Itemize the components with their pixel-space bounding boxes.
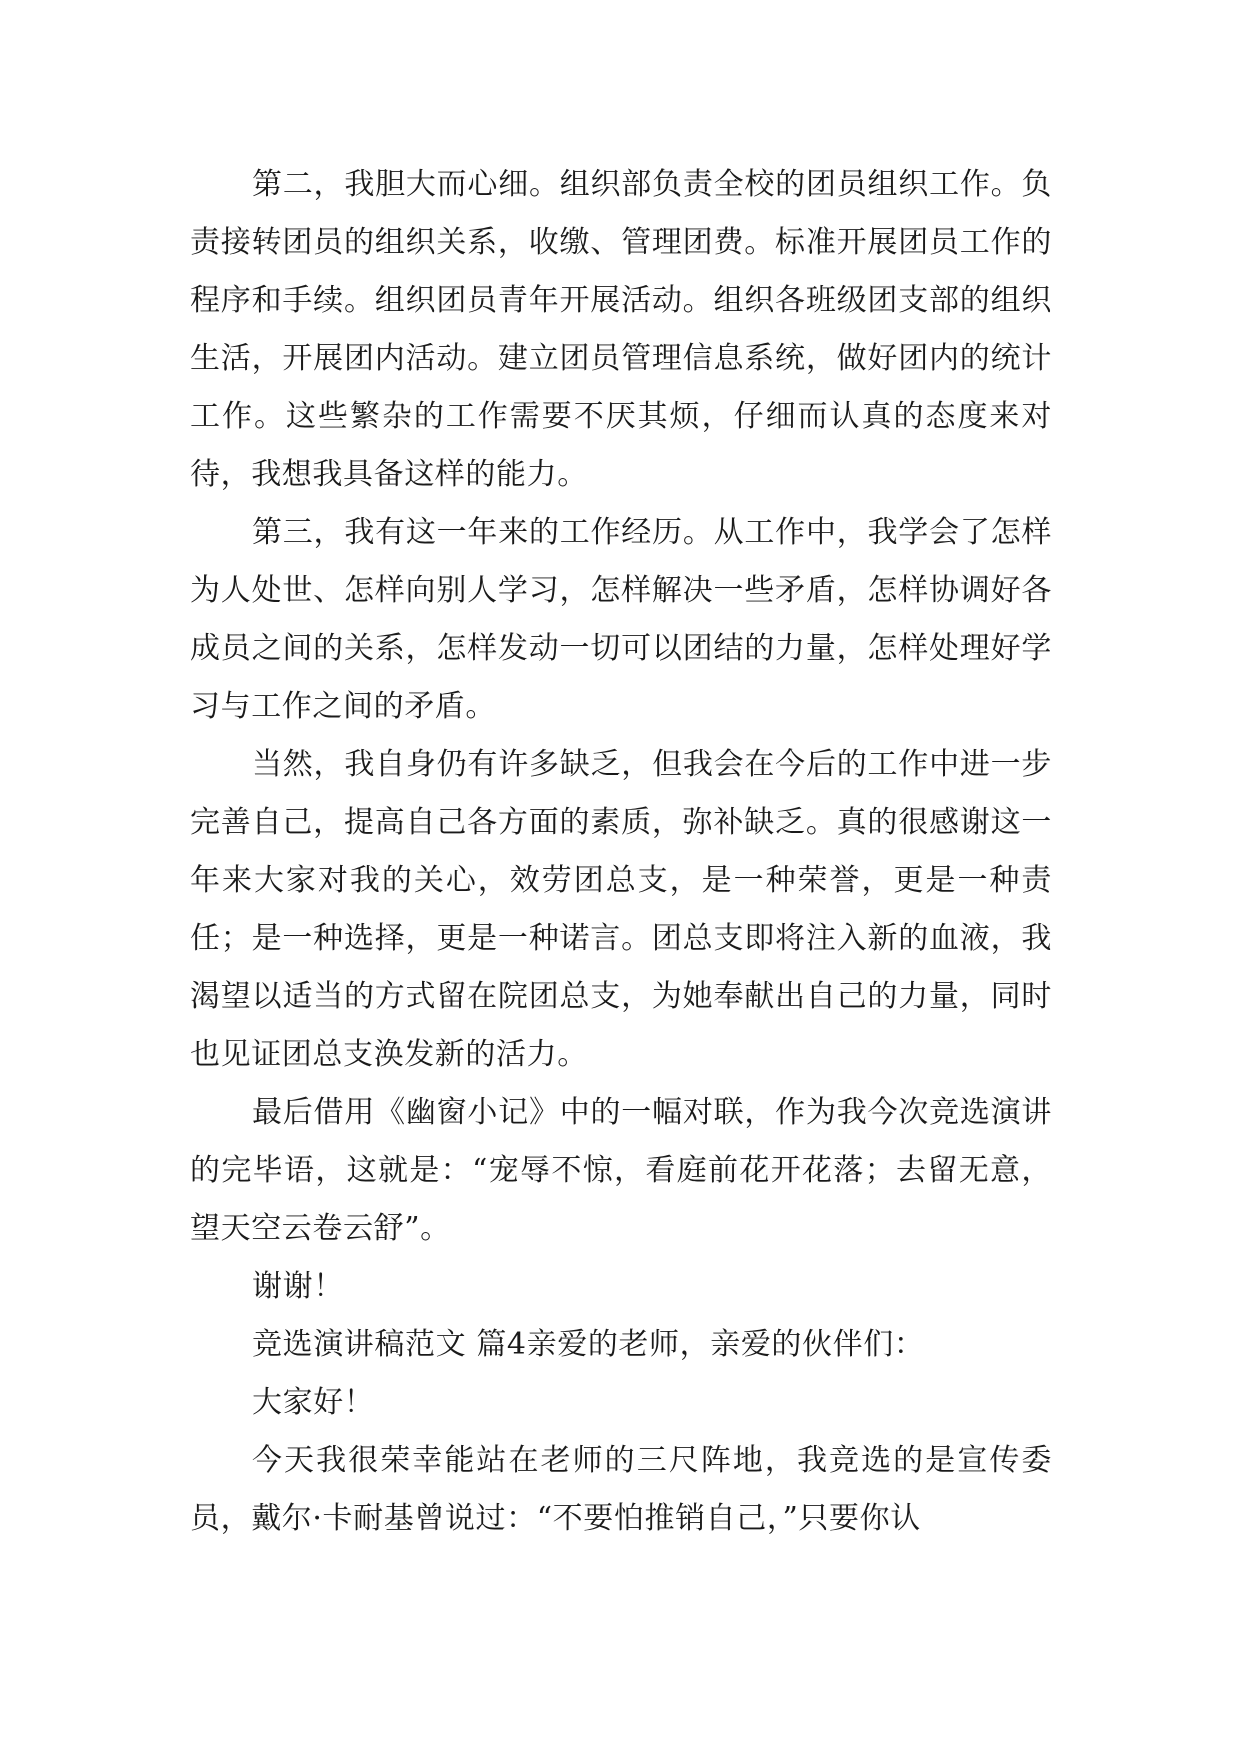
paragraph: 当然，我自身仍有许多缺乏，但我会在今后的工作中进一步完善自己，提高自己各方面的素质，弥补缺乏。真的很感谢这一年来大家对我的关心，效劳团总支，是一种荣誉，更是一种责任；是一种选择，更是一种诺言。团总支即将注入新的血液，我渴望以适当的方式留在院团总支，为她奉献出自己的力量，同时也见证团总支涣发新的活力。 xyxy=(190,747,1052,1072)
paragraph: 大家好！ xyxy=(252,1385,375,1420)
paragraph: 谢谢！ xyxy=(252,1269,344,1304)
paragraph: 第三，我有这一年来的工作经历。从工作中，我学会了怎样为人处世、怎样向别人学习，怎样解决一些矛盾，怎样协调好各成员之间的关系，怎样发动一切可以团结的力量，怎样处理好学习与工作之间的矛盾。 xyxy=(190,515,1052,724)
document-body xyxy=(190,156,1052,1548)
paragraph: 竞选演讲稿范文 篇4亲爱的老师，亲爱的伙伴们： xyxy=(252,1327,925,1362)
paragraph: 最后借用《幽窗小记》中的一幅对联，作为我今次竞选演讲的完毕语，这就是：“宠辱不惊，看庭前花开花落；去留无意，望天空云卷云舒”。 xyxy=(190,1095,1052,1246)
paragraph: 第二，我胆大而心细。组织部负责全校的团员组织工作。负责接转团员的组织关系，收缴、管理团费。标准开展团员工作的程序和手续。组织团员青年开展活动。组织各班级团支部的组织生活，开展团内活动。建立团员管理信息系统，做好团内的统计工作。这些繁杂的工作需要不厌其烦，仔细而认真的态度来对待，我想我具备这样的能力。 xyxy=(190,167,1052,492)
paragraph: 今天我很荣幸能站在老师的三尺阵地，我竞选的是宣传委员，戴尔·卡耐基曾说过：“不要怕推销自己，”只要你认 xyxy=(190,1443,1052,1536)
